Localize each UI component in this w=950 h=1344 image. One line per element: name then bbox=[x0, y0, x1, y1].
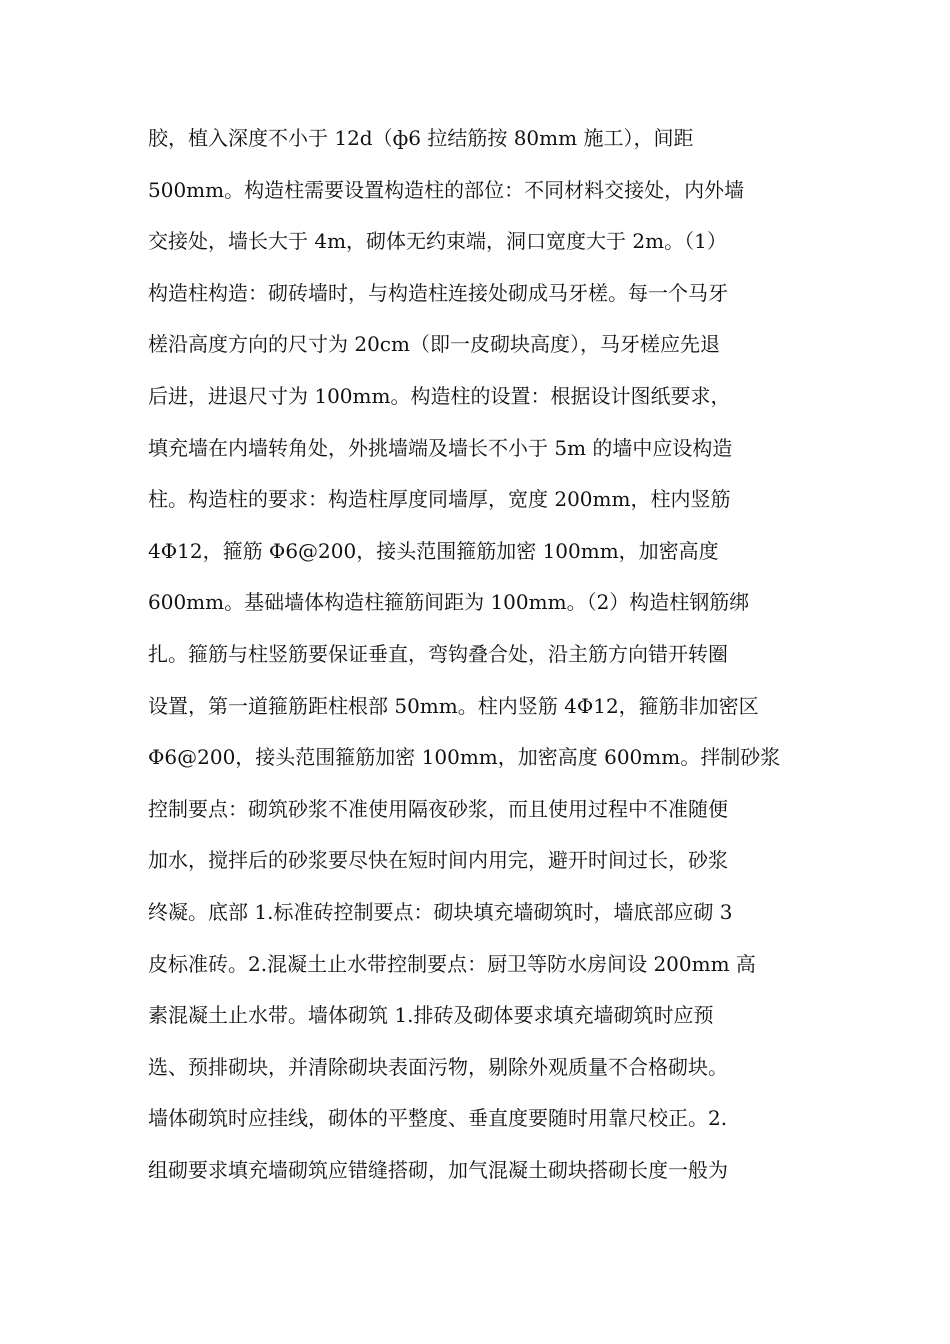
text-line: 扎。箍筋与柱竖筋要保证垂直，弯钩叠合处，沿主筋方向错开转圈 bbox=[148, 641, 728, 666]
text-line: 500mm。构造柱需要设置构造柱的部位：不同材料交接处，内外墙 bbox=[148, 177, 745, 202]
text-line: 600mm。基础墙体构造柱箍筋间距为 100mm。（2）构造柱钢筋绑 bbox=[148, 590, 750, 615]
text-line: 终凝。底部 1.标准砖控制要点：砌块填充墙砌筑时，墙底部应砌 3 bbox=[148, 899, 733, 924]
text-line: 槎沿高度方向的尺寸为 20cm（即一皮砌块高度），马牙槎应先退 bbox=[148, 332, 720, 357]
text-line: Φ6@200，接头范围箍筋加密 100mm，加密高度 600mm。拌制砂浆 bbox=[148, 745, 781, 770]
text-line: 4Φ12，箍筋 Φ6@200，接头范围箍筋加密 100mm，加密高度 bbox=[148, 538, 719, 563]
text-line: 加水，搅拌后的砂浆要尽快在短时间内用完，避开时间过长，砂浆 bbox=[148, 848, 728, 873]
text-line: 组砌要求填充墙砌筑应错缝搭砌，加气混凝土砌块搭砌长度一般为 bbox=[148, 1157, 728, 1182]
text-line: 后进，进退尺寸为 100mm。构造柱的设置：根据设计图纸要求， bbox=[148, 383, 731, 408]
body-text bbox=[148, 113, 808, 1196]
text-line: 设置，第一道箍筋距柱根部 50mm。柱内竖筋 4Φ12，箍筋非加密区 bbox=[148, 693, 759, 718]
text-line: 皮标准砖。2.混凝土止水带控制要点：厨卫等防水房间设 200mm 高 bbox=[148, 951, 756, 976]
text-line: 素混凝土止水带。墙体砌筑 1.排砖及砌体要求填充墙砌筑时应预 bbox=[148, 1003, 714, 1028]
text-line: 柱。构造柱的要求：构造柱厚度同墙厚，宽度 200mm，柱内竖筋 bbox=[148, 487, 731, 512]
text-line: 胶，植入深度不小于 12d（ф6 拉结筋按 80mm 施工），间距 bbox=[148, 126, 694, 150]
text-line: 交接处，墙长大于 4m，砌体无约束端，洞口宽度大于 2m。（1） bbox=[148, 229, 727, 254]
text-line: 控制要点：砌筑砂浆不准使用隔夜砂浆，而且使用过程中不准随便 bbox=[148, 796, 728, 821]
text-line: 选、预排砌块，并清除砌块表面污物，剔除外观质量不合格砌块。 bbox=[148, 1054, 728, 1079]
text-line: 墙体砌筑时应挂线，砌体的平整度、垂直度要随时用靠尺校正。2. bbox=[148, 1106, 728, 1131]
text-line: 构造柱构造：砌砖墙时，与构造柱连接处砌成马牙槎。每一个马牙 bbox=[148, 280, 728, 305]
text-line: 填充墙在内墙转角处，外挑墙端及墙长不小于 5m 的墙中应设构造 bbox=[148, 435, 733, 460]
